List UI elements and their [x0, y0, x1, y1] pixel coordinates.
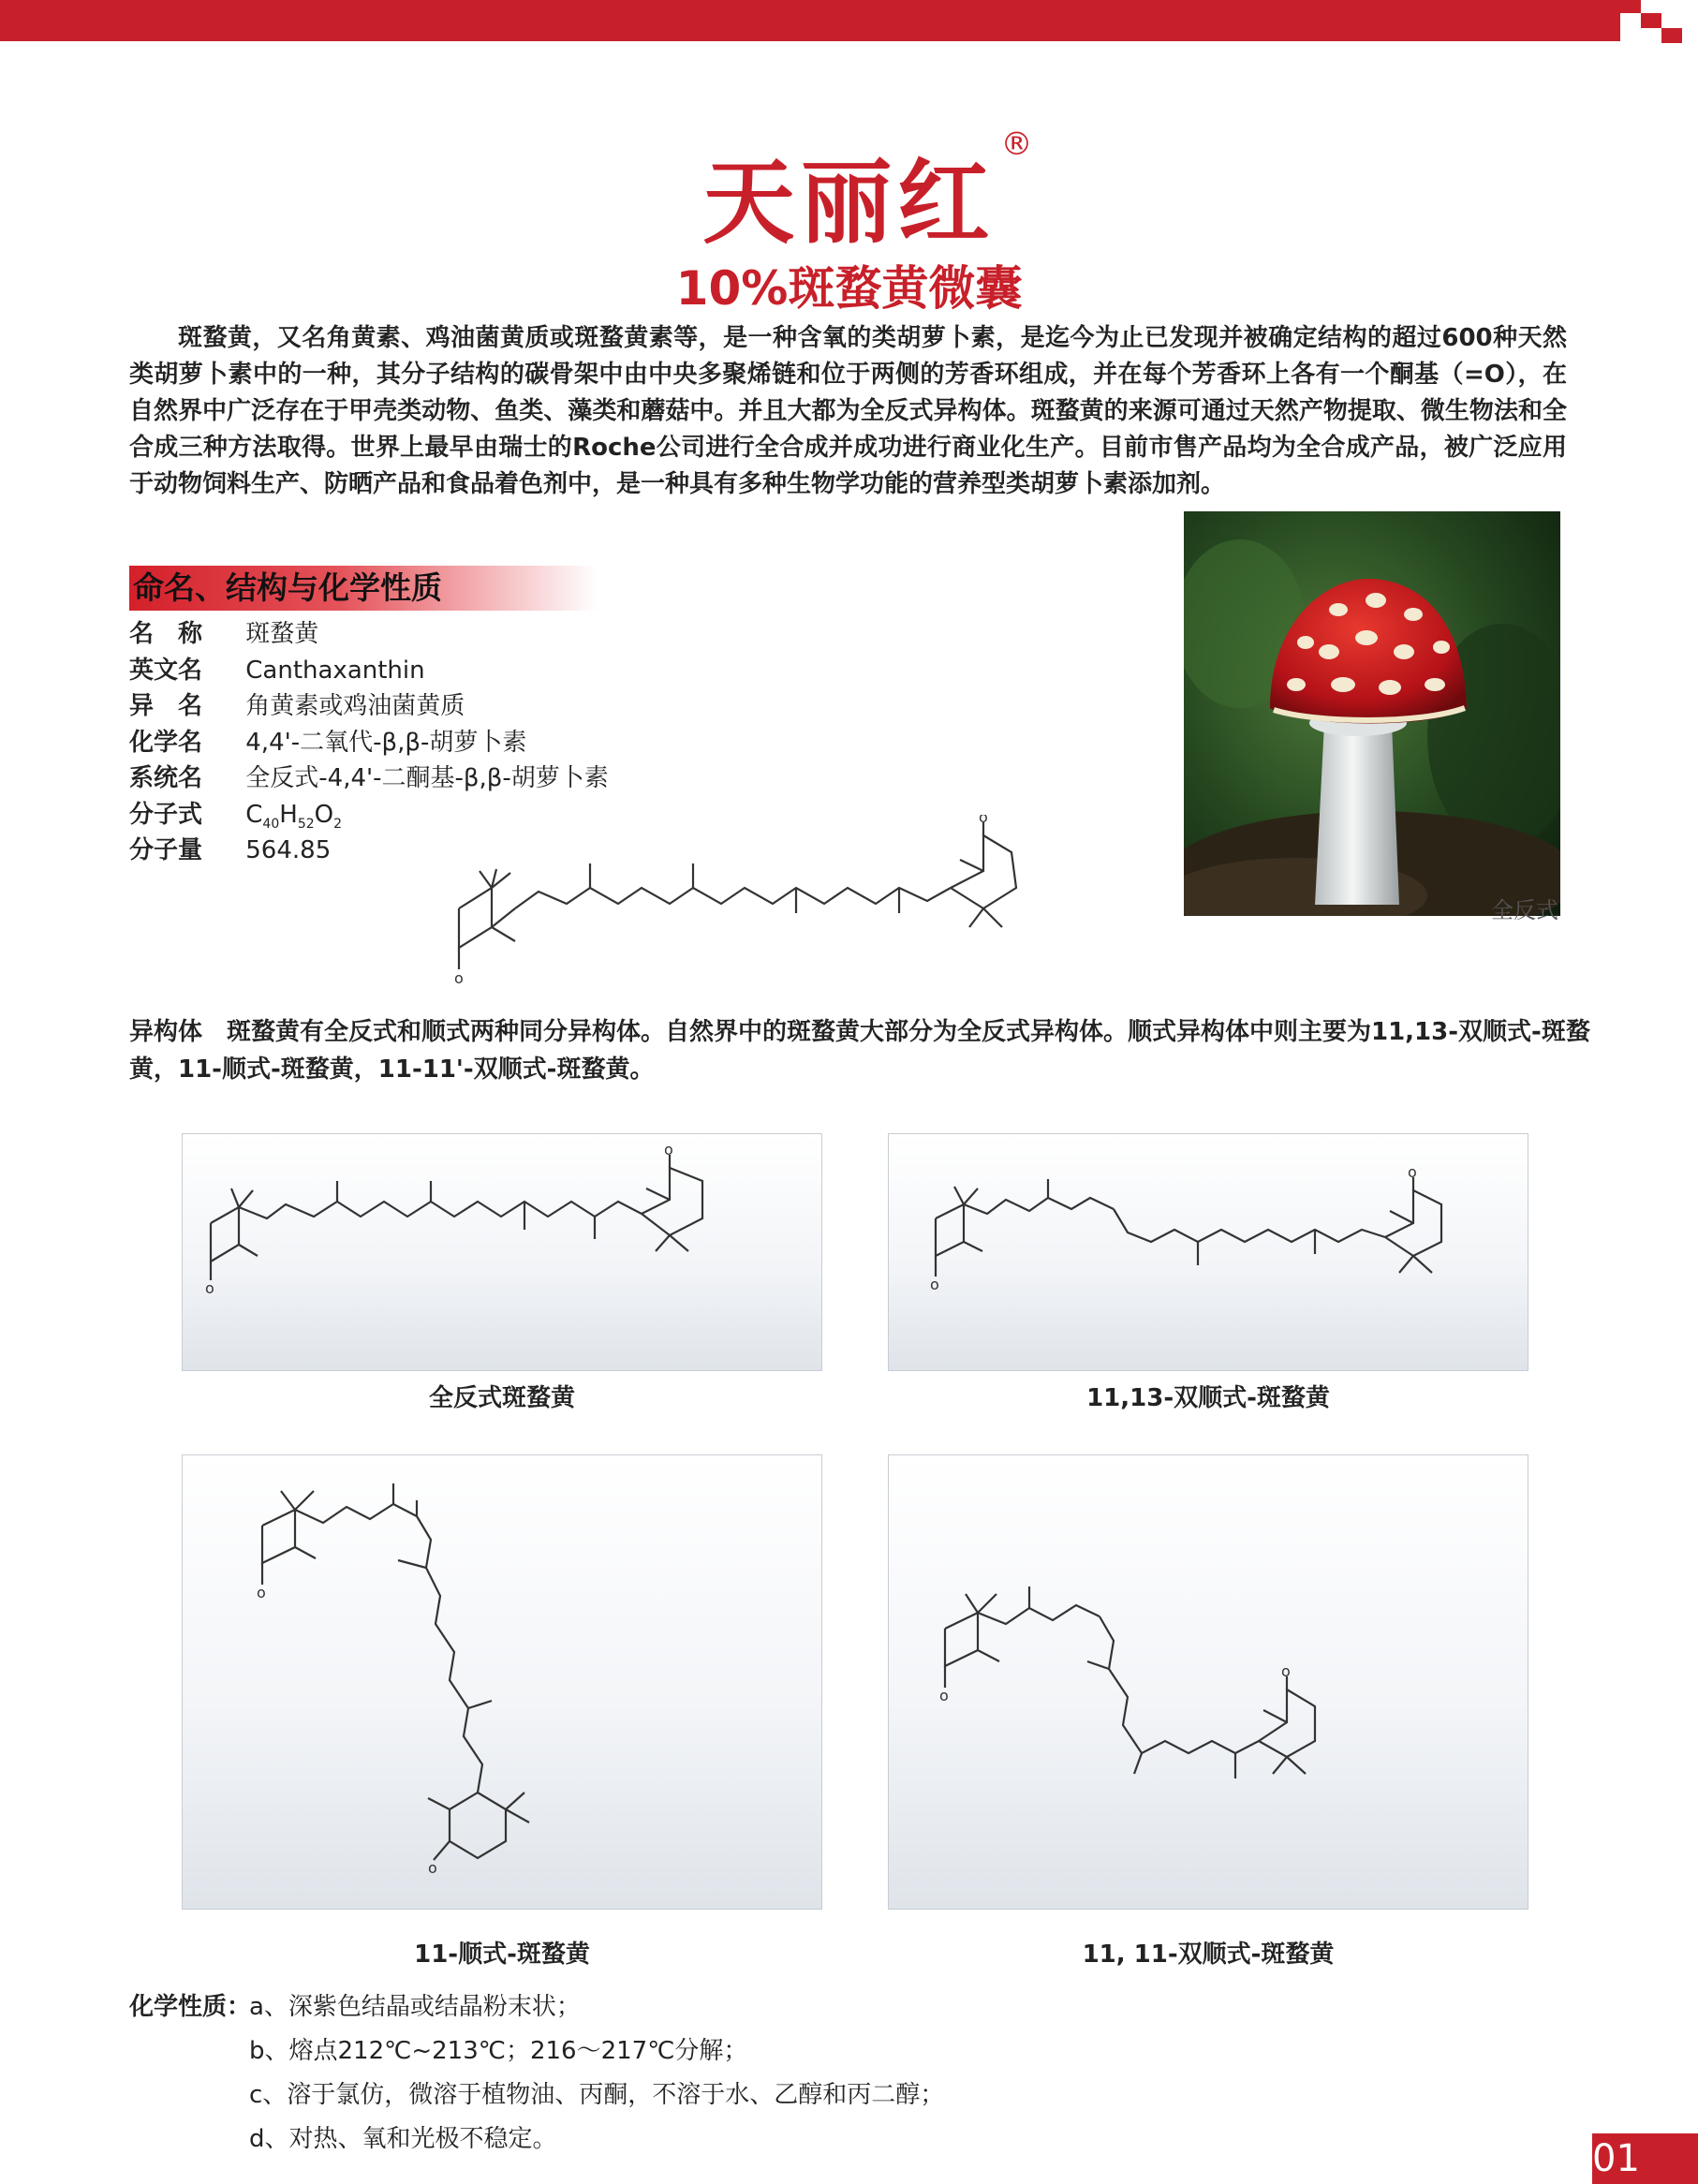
main-structure-diagram [440, 815, 1049, 1002]
corner-decoration [1661, 28, 1682, 43]
property-label: 化学名 [129, 728, 203, 757]
formula-subscript: 40 [262, 816, 280, 832]
intro-text [129, 320, 1567, 503]
property-value: 564.85 [245, 836, 332, 864]
oxygen-label: o [257, 1584, 266, 1601]
mushroom-photo [1184, 511, 1560, 916]
structure-panel-11-13-dicis [888, 1133, 1528, 1371]
property-value: 角黄素或鸡油菌黄质 [245, 692, 465, 720]
chem-row [129, 2029, 944, 2073]
property-value: 全反式-4,4'-二酮基-β,β-胡萝卜素 [245, 764, 609, 792]
oxygen-label: o [930, 1276, 939, 1293]
chem-item: d、对热、氧和光极不稳定。 [249, 2125, 557, 2153]
chem-item: b、熔点212℃~213℃；216～217℃分解； [249, 2037, 748, 2065]
formula-symbol: H [279, 800, 298, 829]
corner-decoration [1641, 13, 1661, 28]
panel-caption: 11,13-双顺式-斑蝥黄 [1086, 1384, 1330, 1412]
structure-panel-all-trans [182, 1133, 822, 1371]
page-number: 01 [1592, 2133, 1698, 2184]
property-label: 分子式 [129, 800, 203, 829]
property-row [129, 653, 609, 689]
header-red-bar [0, 0, 1620, 41]
property-row [129, 725, 609, 761]
chem-row [129, 2073, 944, 2118]
formula-subscript: 2 [333, 816, 343, 832]
section-heading-text: 命名、结构与化学性质 [133, 569, 442, 606]
panel-caption: 11-顺式-斑蝥黄 [414, 1941, 590, 1969]
chem-item: a、深紫色结晶或结晶粉末状； [249, 1993, 581, 2021]
brand-title [702, 125, 1039, 261]
intro-paragraph: 斑蝥黄，又名角黄素、鸡油菌黄质或斑蝥黄素等，是一种含氧的类胡萝卜素，是迄今为止已发现并被确定结构的超过600种天然类胡萝卜素中的一种，其分子结构的碳骨架中由中央多聚烯链和位于两侧的芳香环组成，并在每个芳香环上各有一个酮基（=O），在自然界中广泛存在于甲壳类动物、鱼类、藻类和蘑菇中。并且大都为全反式异构体。斑蝥黄的来源可通过天然产物提取、微生物法和全合成三种方法取得。世界上最早由瑞士的Roche公司进行全合成并成功进行商业化生产。目前市售产品均为全合成产品，被广泛应用于动物饲料生产、防晒产品和食品着色剂中，是一种具有多种生物学功能的营养型类胡萝卜素添加剂。 [129, 324, 1567, 498]
formula-symbol: C [245, 800, 263, 829]
oxygen-label: o [428, 1859, 437, 1877]
structure-panel-11-11-dicis [888, 1454, 1528, 1910]
registered-mark: ® [1000, 125, 1039, 163]
chem-item: c、溶于氯仿，微溶于植物油、丙酮，不溶于水、乙醇和丙二醇； [249, 2081, 945, 2109]
property-value: 斑蝥黄 [245, 620, 319, 648]
chemical-properties [129, 1985, 944, 2162]
corner-decoration [1620, 0, 1641, 13]
property-label: 分子量 [129, 836, 203, 864]
oxygen-label: o [979, 815, 988, 826]
chem-label: 化学性质： [129, 1993, 252, 2021]
property-label: 名 称 [129, 620, 203, 648]
oxygen-label: o [1281, 1662, 1291, 1680]
photo-caption: 全反式 [1491, 897, 1558, 923]
property-row [129, 688, 609, 725]
structure-panel-11-cis [182, 1454, 822, 1910]
property-row [129, 760, 609, 797]
oxygen-label: o [664, 1141, 673, 1158]
property-row [129, 616, 609, 653]
product-subtitle: 10%斑蝥黄微囊 [675, 261, 1023, 316]
property-value: 4,4'-二氧代-β,β-胡萝卜素 [245, 728, 527, 757]
section-heading [129, 566, 598, 611]
oxygen-label: o [939, 1687, 949, 1704]
property-label: 异 名 [129, 692, 203, 720]
oxygen-label: o [205, 1279, 214, 1297]
property-label: 系统名 [129, 764, 203, 792]
chem-row [129, 2118, 944, 2162]
isomer-description: 异构体 斑蝥黄有全反式和顺式两种同分异构体。自然界中的斑蝥黄大部分为全反式异构体。顺式异构体中则主要为11,13-双顺式-斑蝥黄，11-顺式-斑蝥黄，11-11'-双顺式-斑蝥黄。 [129, 1018, 1590, 1084]
formula-symbol: O [314, 800, 334, 829]
formula-subscript: 52 [297, 816, 315, 832]
property-label: 英文名 [129, 656, 203, 685]
brand-name: 天丽红 [702, 150, 996, 257]
chem-row [129, 1985, 944, 2029]
brand-header [0, 125, 1698, 257]
property-value: Canthaxanthin [245, 656, 425, 685]
oxygen-label: o [454, 969, 464, 987]
panel-caption: 全反式斑蝥黄 [428, 1384, 575, 1412]
panel-caption: 11, 11-双顺式-斑蝥黄 [1082, 1941, 1335, 1969]
oxygen-label: o [1408, 1163, 1417, 1181]
